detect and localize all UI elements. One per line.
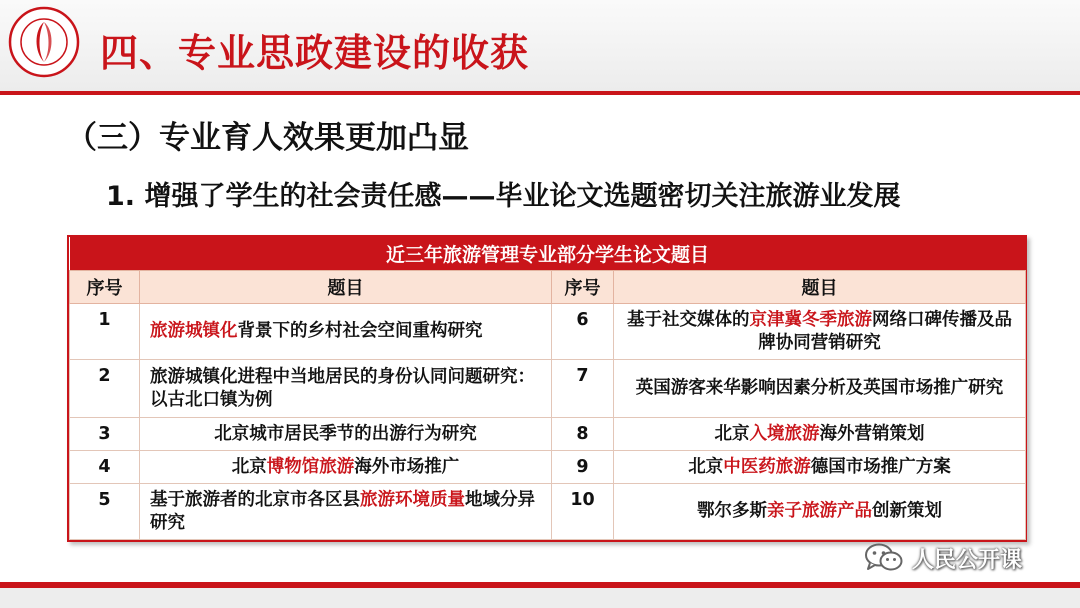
table-caption-row: [70, 237, 1026, 271]
header-divider: [0, 91, 1080, 95]
title-text: 英国游客来华影响因素分析及英国市场推广研究: [635, 378, 1004, 398]
title-text: 北京城市居民季节的出游行为研究: [214, 423, 477, 444]
footer-band: [0, 588, 1080, 608]
table-row: [70, 304, 1026, 360]
thesis-title: [614, 304, 1026, 360]
table-caption: 近三年旅游管理专业部分学生论文题目: [70, 237, 1026, 271]
thesis-title: [140, 418, 552, 451]
thesis-title: [614, 451, 1026, 484]
slide-title: 四、专业思政建设的收获: [100, 31, 530, 75]
column-header-title: 题目: [140, 271, 552, 304]
title-text: 基于旅游者的北京市各区县: [150, 489, 360, 510]
column-header-num: 序号: [70, 271, 140, 304]
title-text: 北京: [231, 456, 267, 477]
title-text: 德国市场推广方案: [810, 456, 951, 477]
column-header-num: 序号: [552, 271, 614, 304]
row-number: 9: [552, 451, 614, 484]
thesis-title: [614, 360, 1026, 418]
row-number: 3: [70, 418, 140, 451]
table-row: [70, 360, 1026, 418]
watermark-text: 人民公开课: [912, 547, 1023, 573]
highlighted-keyword: 旅游城镇化: [150, 321, 238, 341]
row-number: 2: [70, 360, 140, 418]
row-number: 8: [552, 418, 614, 451]
title-text: 北京: [714, 423, 750, 444]
title-text: 基于社交媒体的: [627, 309, 750, 330]
highlighted-keyword: 入境旅游: [749, 423, 820, 444]
highlighted-keyword: 京津冀冬季旅游: [749, 309, 872, 330]
section-heading: （三）专业育人效果更加凸显: [66, 120, 469, 156]
column-header-title: 题目: [614, 271, 1026, 304]
title-text: 北京: [688, 456, 724, 477]
row-number: 5: [70, 484, 140, 540]
highlighted-keyword: 亲子旅游产品: [767, 501, 872, 521]
table-row: [70, 484, 1026, 540]
row-number: 10: [552, 484, 614, 540]
wechat-icon: [864, 542, 904, 574]
thesis-title: [140, 304, 552, 360]
title-text: 网络口碑传播及品牌协同营销研究: [758, 309, 1012, 353]
row-number: 1: [70, 304, 140, 360]
subheading: 1. 增强了学生的社会责任感——毕业论文选题密切关注旅游业发展: [106, 181, 901, 212]
table-row: [70, 418, 1026, 451]
thesis-title: [140, 360, 552, 418]
highlighted-keyword: 旅游环境质量: [360, 489, 465, 510]
table-row: [70, 451, 1026, 484]
title-text: 鄂尔多斯: [697, 501, 767, 521]
row-number: 6: [552, 304, 614, 360]
thesis-title: [140, 451, 552, 484]
title-text: 创新策划: [872, 501, 942, 521]
thesis-title: [140, 484, 552, 540]
highlighted-keyword: 中医药旅游: [723, 456, 811, 477]
title-text: 地域分异研究: [150, 489, 535, 533]
thesis-title: [614, 418, 1026, 451]
university-logo-icon: [8, 6, 80, 78]
table-header-row: [70, 271, 1026, 304]
thesis-topics-table: [67, 235, 1027, 542]
highlighted-keyword: 博物馆旅游: [266, 456, 355, 477]
row-number: 7: [552, 360, 614, 418]
watermark: [864, 541, 1022, 575]
title-text: 海外市场推广: [354, 456, 460, 477]
title-text: 海外营销策划: [819, 423, 925, 444]
title-text: 旅游城镇化进程中当地居民的身份认同问题研究：以古北口镇为例: [150, 366, 535, 410]
title-text: 背景下的乡村社会空间重构研究: [237, 321, 483, 341]
thesis-title: [614, 484, 1026, 540]
row-number: 4: [70, 451, 140, 484]
